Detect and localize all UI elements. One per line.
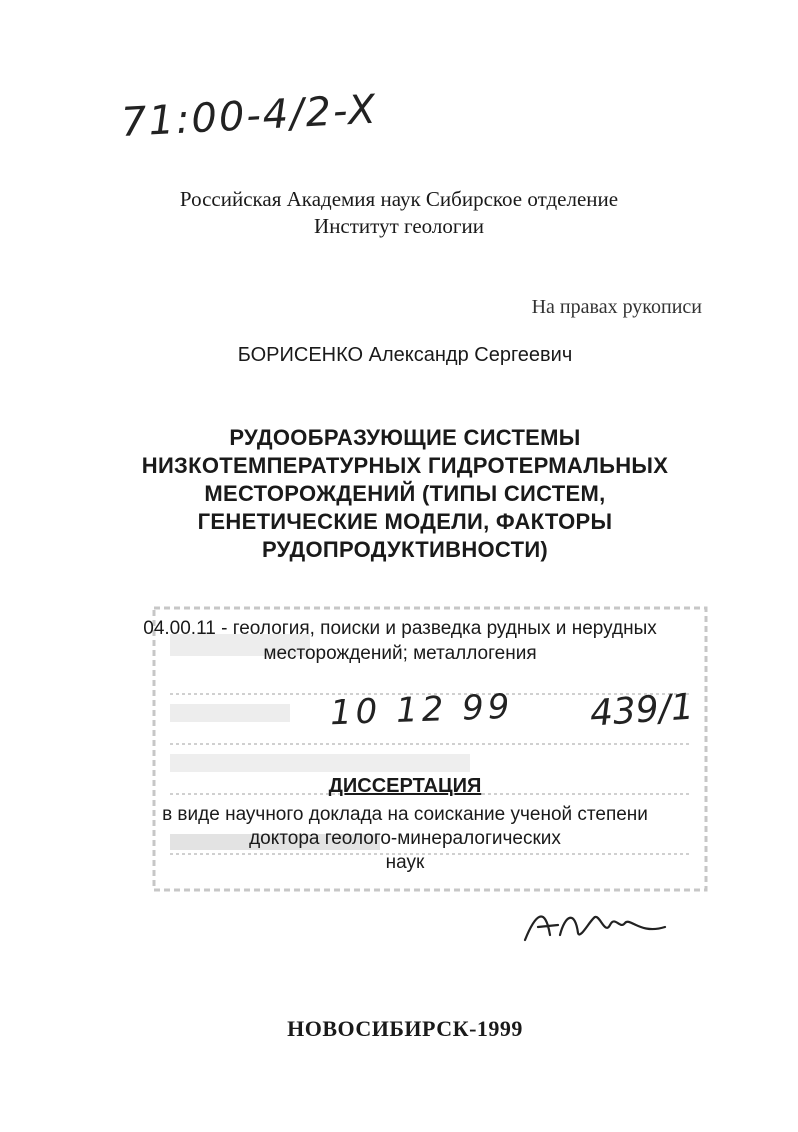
archive-code: 71:00-4/2-X (120, 86, 379, 146)
rights-note: На правах рукописи (531, 296, 702, 318)
city-year: НОВОСИБИРСК-1999 (287, 1016, 523, 1041)
degree-line: доктора геолого-минералогических (249, 828, 561, 849)
title-line: НИЗКОТЕМПЕРАТУРНЫХ ГИДРОТЕРМАЛЬНЫХ (141, 453, 669, 478)
title-line: РУДООБРАЗУЮЩИЕ СИСТЕМЫ (229, 425, 581, 450)
degree-line: наук (385, 852, 425, 873)
specialty-line: месторождений; металлогения (263, 643, 537, 664)
title-line: ГЕНЕТИЧЕСКИЕ МОДЕЛИ, ФАКТОРЫ (197, 509, 613, 534)
institution-name: Российская Академия наук Сибирское отделение (179, 187, 619, 211)
degree-description (120, 803, 690, 875)
dissertation-title (100, 424, 710, 564)
title-line: РУДОПРОДУКТИВНОСТИ) (261, 537, 549, 562)
handwritten-date: 10 12 99 (329, 686, 515, 734)
author-name: БОРИСЕНКО Александр Сергеевич (237, 344, 573, 366)
degree-line: в виде научного доклада на соискание ученой степени (162, 804, 648, 825)
handwritten-number: 439/1 (588, 686, 696, 735)
institute-name: Институт геологии (314, 214, 484, 238)
title-line: МЕСТОРОЖДЕНИЙ (ТИПЫ СИСТЕМ, (204, 481, 606, 506)
author-signature (520, 895, 670, 955)
document-type: ДИССЕРТАЦИЯ (328, 775, 482, 797)
specialty-code (100, 616, 700, 666)
specialty-line: 04.00.11 - геология, поиски и разведка рудных и нерудных (143, 618, 657, 639)
